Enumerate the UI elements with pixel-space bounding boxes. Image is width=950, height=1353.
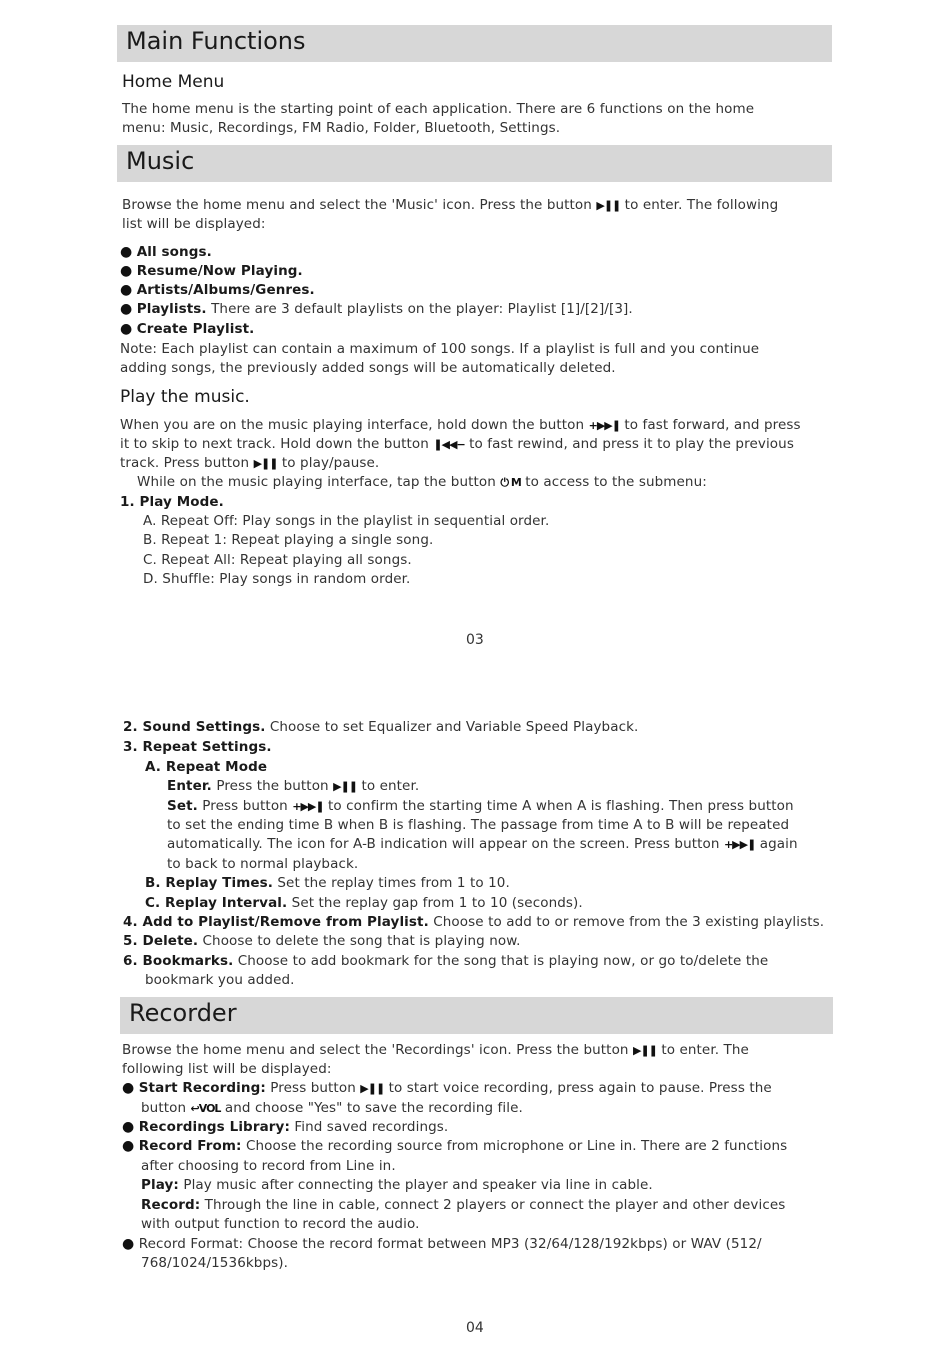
bullet-icon: ● [120, 301, 133, 317]
home-menu-title: Home Menu [122, 72, 225, 92]
note-line: adding songs, the previously added songs will be automatically deleted. [120, 360, 616, 376]
list-item: ● Record Format: Choose the record format between MP3 (32/64/128/192kbps) or WAV (512/ [122, 1236, 762, 1252]
list-item-continuation: Record: Through the line in cable, connect 2 players or connect the player and other devices [141, 1197, 786, 1213]
set-line: automatically. The icon for A-B indication will appear on the screen. Press button +▶▶❚ again [167, 836, 798, 852]
list-item: ● Artists/Albums/Genres. [120, 282, 315, 298]
set-line: to set the ending time B when B is flashing. The passage from time A to B will be repeated [167, 817, 790, 833]
music-intro: list will be displayed: [122, 216, 266, 232]
list-item: ● Create Playlist. [120, 321, 255, 337]
bullet-icon: ● [122, 1236, 135, 1252]
bullet-icon: ● [122, 1119, 135, 1135]
list-item-continuation: Play: Play music after connecting the player and speaker via line in cable. [141, 1177, 653, 1193]
setting-item: 3. Repeat Settings. [123, 739, 272, 755]
list-item: ● Recordings Library: Find saved recordings. [122, 1119, 449, 1135]
play-music-title: Play the music. [120, 387, 250, 407]
recorder-title: Recorder [129, 999, 237, 1027]
setting-item: bookmark you added. [145, 972, 295, 988]
bullet-icon: ● [120, 244, 133, 260]
list-item-continuation: 768/1024/1536kbps). [141, 1255, 289, 1271]
fast-forward-icon: +▶▶❚ [292, 800, 324, 813]
fast-forward-icon: +▶▶❚ [588, 419, 620, 432]
play-line: When you are on the music playing interface, hold down the button +▶▶❚ to fast forward, and press [120, 417, 801, 433]
play-pause-icon: ▶❚❚ [253, 457, 278, 470]
play-mode-option: C. Repeat All: Repeat playing all songs. [143, 552, 412, 568]
setting-item: 4. Add to Playlist/Remove from Playlist. Choose to add to or remove from the 3 existing playlists. [123, 914, 825, 930]
list-item: ● Resume/Now Playing. [120, 263, 303, 279]
main-functions-header [117, 25, 832, 62]
enter-line: Enter. Press the button ▶❚❚ to enter. [167, 778, 420, 794]
replay-times: B. Replay Times. Set the replay times from 1 to 10. [145, 875, 510, 891]
rewind-icon: ❚◀◀− [433, 438, 465, 451]
page-number: 03 [466, 632, 484, 648]
set-line: Set. Press button +▶▶❚ to confirm the starting time A when A is flashing. Then press button [167, 798, 794, 814]
fast-forward-icon: +▶▶❚ [723, 838, 756, 851]
play-pause-icon: ▶❚❚ [333, 780, 358, 793]
play-pause-icon: ▶❚❚ [596, 199, 621, 212]
recorder-intro: following list will be displayed: [122, 1061, 332, 1077]
bullet-icon: ● [122, 1138, 135, 1154]
music-header [117, 145, 832, 182]
list-item: ● Start Recording: Press button ▶❚❚ to start voice recording, press again to pause. Press the [122, 1080, 772, 1096]
bullet-icon: ● [120, 263, 133, 279]
recorder-header [120, 997, 833, 1034]
set-line: to back to normal playback. [167, 856, 359, 872]
home-menu-line: menu: Music, Recordings, FM Radio, Folder, Bluetooth, Settings. [122, 120, 561, 136]
recorder-intro: Browse the home menu and select the 'Recordings' icon. Press the button ▶❚❚ to enter. The [122, 1042, 749, 1058]
list-item: ● Playlists. There are 3 default playlists on the player: Playlist [1]/[2]/[3]. [120, 301, 633, 317]
play-mode-option: D. Shuffle: Play songs in random order. [143, 571, 411, 587]
setting-item: 5. Delete. Choose to delete the song that is playing now. [123, 933, 521, 949]
play-mode-option: B. Repeat 1: Repeat playing a single song. [143, 532, 434, 548]
music-title: Music [126, 147, 195, 175]
list-item-continuation: after choosing to record from Line in. [141, 1158, 396, 1174]
play-line: While on the music playing interface, tap the button ⏻ M to access to the submenu: [137, 474, 707, 490]
setting-item: 2. Sound Settings. Choose to set Equalizer and Variable Speed Playback. [123, 719, 639, 735]
home-menu-line: The home menu is the starting point of each application. There are 6 functions on the home [122, 101, 755, 117]
page-number: 04 [466, 1320, 484, 1336]
play-pause-icon: ▶❚❚ [360, 1082, 385, 1095]
bullet-icon: ● [120, 321, 133, 337]
setting-item: 6. Bookmarks. Choose to add bookmark for the song that is playing now, or go to/delete the [123, 953, 769, 969]
play-pause-icon: ▶❚❚ [633, 1044, 657, 1057]
play-line: track. Press button ▶❚❚ to play/pause. [120, 455, 380, 471]
music-intro: Browse the home menu and select the 'Music' icon. Press the button ▶❚❚ to enter. The following [122, 197, 779, 213]
list-item: ● Record From: Choose the recording source from microphone or Line in. There are 2 functions [122, 1138, 788, 1154]
bullet-icon: ● [122, 1080, 135, 1096]
replay-interval: C. Replay Interval. Set the replay gap from 1 to 10 (seconds). [145, 895, 583, 911]
bullet-icon: ● [120, 282, 133, 298]
menu-button-icon: ⏻ M [500, 476, 521, 489]
repeat-mode-label: A. Repeat Mode [145, 759, 268, 775]
play-mode-option: A. Repeat Off: Play songs in the playlist in sequential order. [143, 513, 550, 529]
note-line: Note: Each playlist can contain a maximum of 100 songs. If a playlist is full and you continue [120, 341, 760, 357]
main-functions-title: Main Functions [126, 27, 306, 55]
play-mode-label: 1. Play Mode. [120, 494, 224, 510]
list-item-continuation: button ↩VOL and choose "Yes" to save the recording file. [141, 1100, 523, 1116]
list-item: ● All songs. [120, 244, 212, 260]
list-item-continuation: with output function to record the audio. [141, 1216, 420, 1232]
back-vol-icon: ↩VOL [190, 1102, 221, 1115]
play-line: it to skip to next track. Hold down the button ❚◀◀− to fast rewind, and press it to play the previous [120, 436, 794, 452]
